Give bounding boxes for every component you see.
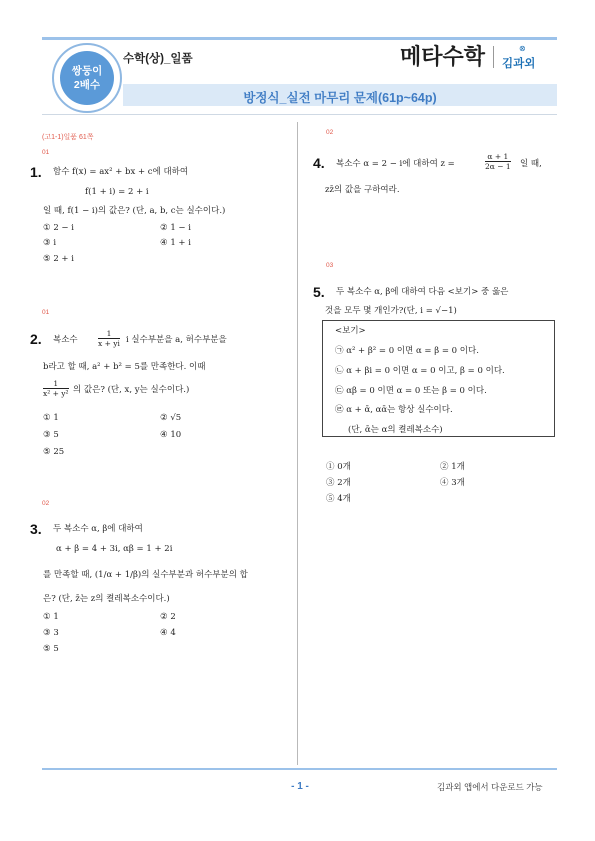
q2-option-3[interactable]: ③ 5 bbox=[43, 430, 59, 440]
badge-line2: 2배수 bbox=[73, 79, 101, 91]
q5-text-line1: 두 복소수 α, β에 대하여 다음 <보기> 중 옳은 bbox=[336, 287, 509, 297]
q3-text-line3: 를 만족할 때, (1/α + 1/β)의 실수부분과 허수부분의 합 bbox=[43, 570, 248, 580]
q4-text-line1b: 일 때, bbox=[520, 159, 542, 169]
q5-option-1[interactable]: ① 0개 bbox=[326, 462, 351, 472]
q1-option-1[interactable]: ① 2 − i bbox=[43, 223, 74, 233]
q4-frac-numerator: α + 1 bbox=[487, 152, 509, 161]
q1-answer-label: 01 bbox=[42, 149, 50, 156]
q3-option-1[interactable]: ① 1 bbox=[43, 612, 59, 622]
footer-note: 김과외 앱에서 다운로드 가능 bbox=[437, 782, 543, 792]
q3-equation: α + β = 4 + 3i, αβ = 1 + 2i bbox=[56, 544, 173, 554]
q3-text-line4: 은? (단, z̄는 z의 켤레복소수이다.) bbox=[43, 594, 170, 604]
logo-divider bbox=[493, 46, 494, 68]
q3-answer-label: 02 bbox=[42, 500, 50, 507]
level-badge bbox=[52, 43, 122, 113]
q3-option-2[interactable]: ② 2 bbox=[160, 612, 176, 622]
q4-fraction bbox=[485, 151, 511, 171]
q3-option-3[interactable]: ③ 3 bbox=[43, 628, 59, 638]
q2-text-line1a: 복소수 bbox=[53, 335, 78, 345]
q3-option-5[interactable]: ⑤ 5 bbox=[43, 644, 59, 654]
q1-equation: f(1 + i) = 2 + i bbox=[85, 187, 149, 197]
page-title: 방정식_실전 마무리 문제(61p~64p) bbox=[243, 91, 437, 105]
source-label: (고1-1)일품 61쪽 bbox=[42, 134, 94, 141]
q5-option-3[interactable]: ③ 2개 bbox=[326, 478, 351, 488]
q1-text-line1: 함수 f(x) = ax² + bx + c에 대하여 bbox=[53, 167, 189, 177]
q5-box-item-4: ㉣ α + ᾱ, αᾱ는 항상 실수이다. bbox=[335, 405, 453, 415]
q2-fraction-1 bbox=[98, 328, 120, 348]
q4-number: 4. bbox=[313, 155, 325, 171]
q2-text-line1b: i 실수부분을 a, 허수부분을 bbox=[126, 335, 227, 345]
title-rule bbox=[42, 114, 557, 115]
q2-option-5[interactable]: ⑤ 25 bbox=[43, 447, 65, 457]
q2-number: 2. bbox=[30, 331, 42, 347]
q5-box-title: <보기> bbox=[335, 326, 366, 336]
badge-line1: 쌍둥이 bbox=[71, 65, 103, 77]
q5-box-item-3: ㉢ αβ = 0 이면 α = 0 또는 β = 0 이다. bbox=[335, 386, 487, 396]
q5-option-4[interactable]: ④ 3개 bbox=[440, 478, 465, 488]
q3-number: 3. bbox=[30, 521, 42, 537]
q3-text-line1: 두 복소수 α, β에 대하여 bbox=[53, 524, 143, 534]
column-divider bbox=[297, 122, 298, 765]
footer-rule bbox=[42, 768, 557, 770]
q2-option-1[interactable]: ① 1 bbox=[43, 413, 59, 423]
q1-option-2[interactable]: ② 1 − i bbox=[160, 223, 191, 233]
q1-option-4[interactable]: ④ 1 + i bbox=[160, 238, 191, 248]
q2-answer-label: 01 bbox=[42, 309, 50, 316]
q5-option-5[interactable]: ⑤ 4개 bbox=[326, 494, 351, 504]
q5-number: 5. bbox=[313, 284, 325, 300]
q5-box-note: (단, ᾱ는 α의 켤레복소수) bbox=[348, 425, 443, 435]
q4-answer-label: 02 bbox=[326, 129, 334, 136]
q2-frac1-numerator: 1 bbox=[106, 329, 112, 338]
q2-frac1-denominator: x + yi bbox=[98, 339, 120, 348]
q2-option-4[interactable]: ④ 10 bbox=[160, 430, 182, 440]
brand-logo: 메타수학 bbox=[400, 44, 486, 69]
q4-frac-denominator: 2α − 1 bbox=[485, 162, 511, 171]
page-number: - 1 - bbox=[291, 781, 309, 792]
q5-option-2[interactable]: ② 1개 bbox=[440, 462, 465, 472]
q5-box-item-1: ㉠ α² + β² = 0 이면 α = β = 0 이다. bbox=[335, 346, 479, 356]
q1-number: 1. bbox=[30, 164, 42, 180]
logo-mark-icon: ⊗ bbox=[519, 44, 526, 53]
q5-text-line2: 것을 모두 몇 개인가?(단, i = √−1) bbox=[325, 306, 457, 316]
q1-option-3[interactable]: ③ i bbox=[43, 238, 57, 248]
q5-answer-label: 03 bbox=[326, 262, 334, 269]
q2-option-2[interactable]: ② √5 bbox=[160, 413, 182, 423]
q5-example-box bbox=[322, 320, 555, 437]
q2-text-line3: 의 값은? (단, x, y는 실수이다.) bbox=[73, 385, 190, 395]
q1-text-line3: 일 때, f(1 − i)의 값은? (단, a, b, c는 실수이다.) bbox=[43, 206, 226, 216]
q4-text-line2: zz̄의 값을 구하여라. bbox=[325, 185, 400, 195]
subject-label: 수학(상)_일품 bbox=[123, 53, 193, 65]
q3-option-4[interactable]: ④ 4 bbox=[160, 628, 176, 638]
q2-text-line2: b라고 할 때, a² + b² = 5를 만족한다. 이때 bbox=[43, 362, 206, 372]
q4-text-line1a: 복소수 α = 2 − i에 대하여 z = bbox=[336, 159, 455, 169]
q5-box-item-2: ㉡ α + βi = 0 이면 α = 0 이고, β = 0 이다. bbox=[335, 366, 505, 376]
q1-option-5[interactable]: ⑤ 2 + i bbox=[43, 254, 74, 264]
q2-frac2-numerator: 1 bbox=[53, 379, 59, 388]
q2-fraction-2 bbox=[43, 378, 69, 398]
q2-frac2-denominator: x² + y² bbox=[43, 389, 69, 398]
brand-sub-logo: 김과외 bbox=[502, 58, 536, 70]
